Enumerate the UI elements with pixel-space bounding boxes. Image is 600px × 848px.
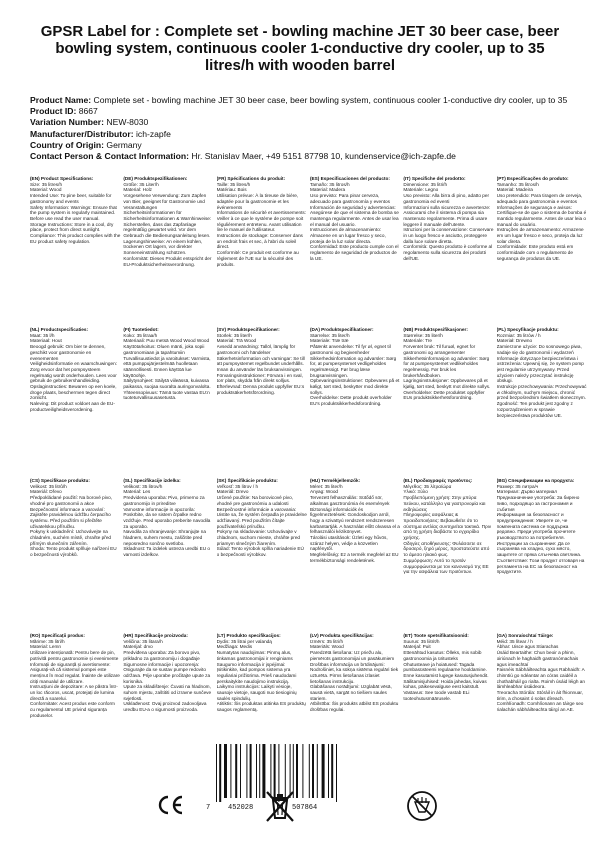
spec-block [123,478,216,628]
spec-line: Koko: 35 litraa/h [123,332,158,338]
spec-line: Storlek: 35 liter/h [216,332,252,338]
spec-line: Conformidad: Este producto cumple con el reglamento de seguridad de productos de la UE. [309,244,399,261]
spec-line: Instructions de stockage: Conserver dans un endroit frais et sec, à l'abri du soleil direct. [216,233,303,250]
spec-line: Méid: 35 lítear / h [496,638,533,644]
spec-line: Medžiaga: Medis [216,644,253,650]
spec-line: Predvidena uporaba: Pivo, primerno za gastronomijo in prireditve [123,495,205,506]
label-title: GPSR Label for : Complete set - bowling machine JET 30 beer case, beer bowling system, continuous cooler 1-conductive dry cooler, up to 35 litres/h with wooden barrel [40,23,560,74]
meta-product-id: Product ID: 8667 [30,106,98,117]
spec-line: Opslaginstructies: Bewaren op een koele, droge plaats, beschermen tegen direct zonlicht. [30,384,117,401]
spec-line: Navodila za shranjevanje: Shranjujte na hladnem, suhem mestu, zaščitite pred neposredno sončno svetlobo. [123,529,206,546]
spec-line: Ohutusteave ja hoiatused: Tagada pumbasüsteemi regulaarne hooldamine. Enne kasutamist lugege kasutusjuhendit. [403,661,489,678]
spec-line: Lagerungshinweise: An einem kühlen, trockenen Ort lagern, vor direkter Sonneneinstrahlung schützen. [123,238,203,256]
spec-line: Instruções de armazenamento: Armazene em um lugar fresco e seco, proteja da luz solar direta. [496,227,584,244]
spec-line: Tervezett felhasználás: Sütődő sör, alkalmas gasztronómia és események [309,495,390,506]
spec-line: Overholdelse: Dette produktet oppfyller EUs produktsikkerhetsforordning. [403,389,485,401]
spec-line: Materiaali: Puu metsä Wood Wood Wood [123,338,210,344]
spec-heading: (CS) Specifikace produktu: [30,478,90,483]
spec-line: Matériau: Bois [216,187,247,193]
spec-line: Naleving: Dit product voldoet aan de EU-productveiligheidsverordening. [30,401,115,412]
spec-line: Mărime: 35 litri/h [30,638,65,644]
spec-block [497,478,590,628]
spec-line: Utilisation prévue: À la tireuse de bière, adaptée pour la gastronomie et les événements [216,193,299,210]
spec-heading: (HU) Termékjellemzők: [309,478,361,483]
barcode-lead-digit: 7 [206,804,211,812]
spec-heading: (FR) Spécifications du produit: [216,176,286,181]
spec-block [217,327,310,477]
spec-block [403,327,496,477]
spec-line: Efterlevnad: Denna produkt uppfyller EU:s produktsäkerhetsförordning. [216,384,305,395]
barcode-bar [336,744,337,802]
spec-line: Faisnéis Sábháilteachta agus Rabhaidh: A chinntiú go ndéantar an córas caidéil a chothabháil go rialta. Roimh úsáid léigh an lámhleabhar úsáideora. [496,667,585,690]
spec-heading: (EL) Προδιαγραφές προϊόντος: [403,478,473,483]
spec-line: Compliance: This product complies with the EU product safety regulation. [30,233,121,244]
spec-heading: (NL) Productspecificaties: [30,327,89,332]
spec-line: Paredzētā lietošana: Uz priežu alu, piemērots gastronomijai un pasākumiem [309,650,395,661]
barcode-left-digits: 452028 [228,804,254,812]
spec-line: Informații de siguranță și avertismente: Asigurați-vă că sistemul pompei este menținut în mod regulat. Înainte de utilizare citiți manualul de utilizare. [30,661,120,684]
spec-heading: (BG) Спецификации на продукта: [496,478,575,483]
spec-heading: (IT) Specifiche del prodotto: [403,176,466,181]
spec-line: Megfelelőség: Ez a termék megfelel az EU termékbiztonsági rendeletének. [309,552,399,563]
spec-line: Ábhar: Uisce agus Stiarachas [496,644,559,650]
spec-line: Размер: 35 литра/ч [496,483,539,489]
barcode-bar [331,744,333,798]
spec-heading: (FI) Tuotetiedot: [123,327,159,332]
spec-line: Instrucciones de almacenamiento: Almacene en un lugar fresco y seco, proteja de la luz solar directa. [309,227,386,244]
barcode-bar [312,744,314,798]
barcode-bar [259,744,260,798]
spec-line: Bezpečnostní informace a varování: Zajistěte pravidelnou údržbu čerpacího systému. Před použitím si přečtěte uživatelskou příručku. [30,506,111,529]
spec-line: Storage Instructions: Store in a cool, dry place, protect from direct sunlight. [30,221,114,233]
spec-block [30,478,123,628]
spec-line: Uso previsto: Para pinar cerveza, adecuado para gastronomía y eventos [309,193,390,204]
spec-line: Materiał: Drewno [496,338,533,344]
barcode-bar [328,744,329,798]
spec-block [123,327,216,477]
weee-crossed-bin-icon [262,788,298,824]
meta-country-of-origin: Country of Origin: Germany [30,139,142,150]
spec-line: Opbevaringsinstruktioner: Opbevares på et køligt, tørt sted, beskytter mod direkte sollys. [309,378,400,395]
spec-block [403,176,496,326]
spec-line: Materiale: Legno [403,187,439,193]
spec-line: Tárolási utasítások: Üzleti egy hűvös, száraz helyen, védje a közvetlen napfénytől. [309,535,388,552]
spec-line: Materjal: Puit [403,644,431,650]
spec-line: Intended Use: To pine beer, suitable for gastronomy and events [30,193,112,204]
spec-heading: (EN) Product Specifications: [30,176,94,181]
spec-line: Sikkerhetsinformasjon og advarsler: Sørg for at pumpesystemet vedlikeholdes regelmessig. Før bruk les brukerhåndboken. [403,355,490,378]
spec-line: Tamaño: 35 litros/h [309,181,350,187]
spec-line: Veľkosť: 35 litrov / h [216,483,259,489]
spec-block [310,176,403,326]
spec-block [217,176,310,326]
spec-block [217,478,310,628]
spec-block [497,633,590,763]
spec-line: Säkerhetsinformation och varningar: Se till att pumpsystemet regelbundet underhålls. Innan du använder läs bruksanvisningen. [216,355,305,372]
spec-line: Predviđena uporaba: Za borovo pivo, prikladno za gastronomiju i događaje [123,650,201,661]
spec-line: Laikymo instrukcijos: Laikyti vėsioje, sausoje vietoje, saugoti nuo tiesioginių saulės spindulių. [216,684,297,701]
spec-heading: (PT) Especificações do produto: [496,176,569,181]
spec-line: Ettenähtud kasutus: Õlleks, mis sobib gastronoomia ja üritusteks [403,650,482,661]
spec-line: Materiál: Dřevo [30,489,62,495]
barcode-bar [219,744,221,802]
spec-line: Saugumo informacija ir įspėjimai: Įsitikinkite, kad pompos sistema yra reguliariai prižiūrima. Prieš naudodami perskaitykite naudojimo instrukciją. [216,661,297,684]
spec-line: Turvallisuustiedot ja varoitukset: Varmista, että pumppujärjestelmää huolletaan säännöllisesti. Ennen käyttöä lue käyttöohje. [123,355,211,378]
spec-line: Materiale: Tre [403,338,432,344]
spec-line: Uso pretendido: Para tiragem de cerveja, adequado para gastronomia e eventos [496,193,583,204]
spec-line: Súlad: Tento výrobok spĺňa nariadenie EÚ o bezpečnosti výrobkov. [216,546,304,558]
spec-line: Shoda: Tento produkt splňuje nařízení EU o bezpečnosti výrobků. [30,546,117,558]
spec-line: Pokyny na skladovanie: Uchovávajte v chladnom, suchom mieste, chráňte pred priamym slnečným žiarením. [216,529,301,546]
spec-block [497,176,590,326]
spec-line: Προβλεπόμενη χρήση: Στην μπύρα πεύκου, κατάλληλο για γαστρονομία και εκδηλώσεις [403,495,486,512]
spec-line: Avsedd användning: Tallöl, lämplig för gastronomi och händelser [216,344,296,355]
spec-line: Materiaal: Hout [30,338,62,344]
spec-block [310,478,403,628]
spec-line: Informazioni sulla sicurezza e avvertenze: Assicurarsi che il sistema di pompa sia mantenuto regolarmente. Prima di usare leggere il manuale dell'utente. [403,204,491,227]
spec-line: Größe: 35 Liter/h [123,181,159,187]
barcode-bar [256,744,257,798]
spec-line: Pokyny k uskladnění: Uchovávejte na chladném, suchém místě, chraňte před přímým slunečním zářením. [30,529,112,546]
spec-line: Materiale: Træ træ [309,338,349,344]
spec-line: Beoogd gebruik: Om bier te dennen, geschikt voor gastronomie en evenementen [30,344,106,361]
spec-heading: (LV) Produkta specifikācijas: [309,633,374,638]
spec-heading: (DA) Produktspecifikationer: [309,327,374,332]
spec-line: Rozmiar: 35 litrów / h [496,332,541,338]
spec-line: Säilytysohjeet: Säilytä viileässä, kuivassa paikassa, suojaa suoralta auringonvalolta. [123,378,211,390]
spec-line: Istruzioni per la conservazione: Conservare in un luogo fresco e asciutto, proteggere dalla luce solare diretta. [403,227,494,244]
spec-line: Conformità: Questo prodotto è conforme al regolamento sulla sicurezza dei prodotti dell'UE. [403,244,493,261]
spec-heading: (NB) Produktspesifikasjoner: [403,327,468,332]
ce-mark-icon [155,790,185,820]
spec-block [403,633,496,763]
spec-line: Usklađenost: Ovaj proizvod zadovoljava uredbu EU-a o sigurnosti proizvoda. [123,701,207,713]
spec-line: Overholdelse: Dette produkt overholder EU's produktsikkerhedsforordning. [309,395,392,407]
spec-heading: (SL) Specifikacije izdelka: [123,478,181,483]
spec-line: Material: Les [123,489,151,495]
spec-line: Vastavus: See toode vastab ELi tooteohutusmäärusele. [403,690,470,701]
spec-line: Lagringsinstruksjoner: Oppbevares på et kjølig, tørt sted, beskytt mot direkte sollys. [403,378,491,390]
spec-heading: (SK) Špecifikácie produktu: [216,478,278,483]
spec-heading: (RO) Specificații produs: [30,633,85,638]
spec-line: Instrukcje przechowywania: Przechowywać w chłodnym, suchym miejscu, chronić przed bezpośrednim światłem słonecznym. [496,384,587,401]
spec-line: Påtænkt anvendelse: Til fyr øl, egnet til gastronomi og begivenheder [309,344,391,355]
spec-line: Conformitate: Acest produs este conform cu regulamentul UE privind siguranța produselor. [30,701,115,718]
spec-line: Material: Madera [309,187,346,193]
barcode-bar [224,744,227,798]
barcode-bar [216,744,217,802]
spec-line: Informações de segurança e avisos: Certifique-se de que o sistema de bomba é mantido regularmente. Antes de usar leia o manual do usuário. [496,204,587,227]
spec-line: Atbilstība: Šis produkts atbilst ES produktu drošības regulai. [309,701,399,713]
barcode-bar [250,744,252,798]
spec-line: Sigurnosne informacije i upozorenja: Osigurajte da se sustav pumpe redovito održava. Prije uporabe pročitajte upute za korisnika. [123,661,211,684]
barcode-bar [230,744,231,798]
barcode-bar [235,744,237,798]
spec-line: Käyttötarkoitus: Oluen mänti, joka sopii gastronomiaan ja tapahtumiin [123,344,205,355]
spec-line: Velikost: 35 litrov/h [123,483,163,489]
spec-grid-row-2 [30,327,590,477]
spec-line: Materiál: Drevo [216,489,249,495]
spec-line: Méret: 35 liter/h [309,483,343,489]
spec-line: Størrelse: 35 liter/h [403,332,443,338]
spec-line: Material: Wood [30,187,62,193]
spec-heading: (HR) Specifikacije proizvoda: [123,633,188,638]
spec-line: Biztonsági információk és figyelmeztetések: Gondoskodjon arról, hogy a szivattyú rendszert rendszeresen karbantartják. A használat előtt olvassa el a felhasználói kézikönyvet. [309,506,400,535]
spec-line: Съответствие: Този продукт отговаря на регламента на ЕС за безопасност на продуктите. [496,557,585,575]
spec-block [123,176,216,326]
spec-line: Zamierzone użycie: Do sosnowego piwa, nadaje się do gastronomii i wydarzeń [496,344,582,355]
spec-line: Материал: Дърво материал [496,489,558,495]
spec-line: Glabāšanas norādījumi: Uzglabāt vēsā, sausā vietā, sargāt no tiešiem saules stariem. [309,684,392,701]
spec-line: Materiāls: Wood [309,644,344,650]
spec-line: Material: Holz [123,187,152,193]
spec-line: Conformidade: Este produto está em conformidade com o regulamento de segurança de produtos da UE. [496,244,574,261]
spec-line: Předpokládané použití: Na borové pivo, vhodné pro gastronomii a akce [30,495,113,506]
spec-line: Atitiktis: Šis produktas atitinka ES produktų saugos reglamentą. [216,701,306,713]
spec-grid-row-1 [30,176,590,326]
spec-line: Conformité: Ce produit est conforme au règlement de l'UE sur la sécurité des produits. [216,250,299,267]
meta-manufacturer: Manufacturer/Distributor: ich-zapfe [30,128,171,139]
spec-line: Taille: 35 litres/h [216,181,251,187]
spec-heading: (GA) Sonraíochtaí Táirge: [496,633,554,638]
spec-line: Dydis: 35 litrai per valandą [216,638,272,644]
spec-line: Størrelse: 35 liter/h [309,332,350,338]
spec-line: Förvaringsinstruktioner: Förvara i en sval, torr plats, skydda från direkt solljus. [216,372,303,384]
spec-line: Предназначение употреба: За бирено пиво, подходящо за гастрономия и събития [496,495,580,512]
spec-line: Veličina: 35 litara/h [123,638,163,644]
spec-block [30,633,123,763]
spec-line: Информация за безопасност и предупреждения: Уверете се, че помпената система се поддържа редовно. Преди употреба прочетете ръководството за потребителя. [496,512,576,541]
spec-line: Material: Trä Wood [216,338,257,344]
product-meta [30,95,590,162]
barcode-right-digits: 507864 [292,804,318,812]
spec-line: Utilizare intenționată: Pentru bere de pin, potrivită pentru gastronomie și evenimente [30,650,119,661]
meta-variation-number: Variation Number: NEW-8030 [30,117,149,128]
meta-contact: Contact Person & Contact Information: Hr. Stanislav Maer, +49 5151 87798 10, kundenservice@ich-zapfe.de [30,151,456,162]
spec-line: Drošības informācija un brīdinājumi: Nodrošiniet, ka sūkņa sistēma regulāri tiek uzturēta. Pirms lietošanas izlasiet lietošanas instrukciju. [309,661,399,684]
spec-line: Informacje dotyczące bezpieczeństwa i ostrzeżenia: Upewnij się, że system pomp jest regularnie utrzymywany. Przed użyciem należy przeczytać instrukcję obsługi. [496,355,584,384]
spec-line: Πληροφορίες ασφάλειας & προειδοποιήσεις: Βεβαιωθείτε ότι το σύστημα αντλίας συντηρείται τακτικά. Πριν από τη χρήση διαβάστε το εγχειρίδιο χρήσης. [403,512,492,541]
spec-line: Instrucțiuni de depozitare: A se păstra într-un loc răcoros, uscat, protejați de lumina directă a soarelui. [30,684,118,701]
spec-line: Dimensione: 35 litri/h [403,181,448,187]
spec-block [123,633,216,763]
spec-line: Safety Information: Warnings: Ensure that the pump system is regularly maintained. Before use read the user manual. [30,204,117,221]
spec-line: Informations de sécurité et avertissements: Veiller à ce que le système de pompe soit régulièrement entretenu. Avant utilisation lire le manuel de l'utilisateur. [216,210,307,233]
spec-line: Comhlíonadh: Comhlíonann an táirge seo rialachán sábháilteachta táirgí an AE. [496,701,584,713]
spec-line: Velikost: 35 litrů/h [30,483,67,489]
spec-line: Инструкции за съхранение: Да се съхранява на хладно, сухо място, защитете от пряка слънчева светлина. [496,540,582,558]
spec-heading: (ES) Especificaciones del producto: [309,176,390,181]
spec-line: Zgodność: Ten produkt jest zgodny z rozporządzeniem w sprawie bezpieczeństwa produktów UE. [496,401,573,418]
spec-line: Maat: 35 l/h [30,332,55,338]
spec-line: Anyag: Wood [309,489,339,495]
spec-line: Suurus: 35 liitrit/h [403,638,440,644]
spec-line: Tamanho: 35 litros/h [496,181,539,187]
spec-heading: (PL) Specyfikacje produktu: [496,327,559,332]
spec-block [403,478,496,628]
barcode-bar [322,744,325,798]
spec-line: Bezpečnostné informácie a varovania: Uistite sa, že systém čerpadla je pravidelne udržiavaný. Pred použitím čítajte používateľskú príručku. [216,506,307,529]
spec-block [310,327,403,477]
not-food-safe-icon [405,790,439,822]
spec-line: Úsáid Beartaithe: Chun beoir a phinn, oiriúnach le haghaidh gastranómachais agus imeachtaí [496,650,579,667]
spec-line: Uso previsto: Alla birra di pino, adatto per gastronomia ed eventi [403,193,490,204]
spec-line: Treoracha Stórála: Stóráil in áit fhionnuar, tirim, a chosaint ó solas díreach. [496,690,583,701]
spec-line: Yhteensopivuus: Tämä tuote vastaa EU:n tuoteturvallisuusasetusta. [123,389,210,401]
spec-block [497,327,590,477]
barcode-bar [240,744,241,798]
spec-line: Säilitamisjuhised: Hoida jahedas, kuivas kohas, päikesevalguse eest kaitstult. [403,678,487,690]
spec-line: Sikkerhedsinformation og advarsler: Sørg for, at pumpesystemet vedligeholdes regelmæssigt. Før brug læse brugsanvisningen. [309,355,397,378]
barcode-bar [309,744,310,798]
spec-line: Información de seguridad y advertencias: Asegúrese de que el sistema de bomba se mantenga regularmente. Antes de usar lea el manual del usuario. [309,204,399,227]
spec-line: Skladnost: Ta izdelek ustreza uredbi EU o varnosti izdelkov. [123,546,211,558]
spec-block [30,327,123,477]
spec-line: Varnostne informacije in opozorila: Poskrbite, da se sistem črpalke redno vzdržuje. Pred uporabo preberite navodila za uporabo. [123,506,211,529]
spec-grid-row-3 [30,478,590,628]
spec-line: Izmērs: 35 litri/h [309,638,344,644]
spec-line: Συμμόρφωση: Αυτό το προϊόν συμμορφώνεται με τον κανονισμό της ΕΕ για την ασφάλεια των προϊόντων. [403,557,489,575]
spec-line: Material: Madeira [496,187,533,193]
spec-heading: (SV) Produktspecifikationer: [216,327,280,332]
spec-line: Οδηγίες αποθήκευσης: Φυλάσσετε σε δροσερό, ξηρό μέρος, προστατεύστε από το άμεσο ηλιακό φως. [403,540,490,558]
spec-line: Μέγεθος: 35 λίτρα/ώρα [403,483,452,489]
spec-line: Sicherheitsinformationen für Sicherheitsinformationen & Warnhinweise: Sicherstellen, dass das Zapfanlage regelmäßig gewartet wird. Vor dem Gebrauch die Bedienungsanleitung lesen. [123,210,212,239]
spec-line: Numatytas naudojimas: Pinmų alus, tinkamas gastronomijai ir renginiams [216,650,293,661]
spec-line: Forventet bruk: Til furuøl, egnet for gastronomi og arrangementer [403,344,476,355]
spec-heading: (ET) Toote spetsifikatsioonid: [403,633,469,638]
spec-heading: (LT) Produkto specifikacijos: [216,633,281,638]
spec-line: Určené použitie: Na borovicové pivo, vhodné pre gastronómiu a udalosti [216,495,293,506]
spec-line: Vorgesehene Verwendung: Zum Zapfen von Bier, geeignet für Gastronomie und Veranstaltungen [123,193,207,210]
barcode-bar [317,744,318,798]
spec-line: Konformität: Dieses Produkt entspricht der EU-Produktsicherheitsverordnung. [123,255,212,267]
barcode-bar [302,744,303,798]
spec-line: Materijal: drvo [123,644,153,650]
spec-line: Size: 35 litres/h [30,181,63,187]
spec-line: Υλικό: Ξύλο [403,489,428,495]
meta-product-name: Product Name: Complete set - bowling machine JET 30 beer case, beer bowling system, continuous cooler 1-conductive dry cooler, up to 35 [30,95,568,105]
spec-line: Veiligheidsinformatie en waarschuwingen: Zorg ervoor dat het pompsysteem regelmatig wordt onderhouden. Lees voor gebruik de gebruikershandleiding. [30,361,118,384]
spec-heading: (DE) Produktspezifikationen: [123,176,188,181]
spec-line: Material: Lemn [30,644,62,650]
barcode-bar [246,744,247,798]
spec-line: Upute za skladištenje: Čuvati na hladnom, suhom mjestu, zaštititi od izravne sunčeve svjetlosti. [123,684,212,701]
spec-block [30,176,123,326]
